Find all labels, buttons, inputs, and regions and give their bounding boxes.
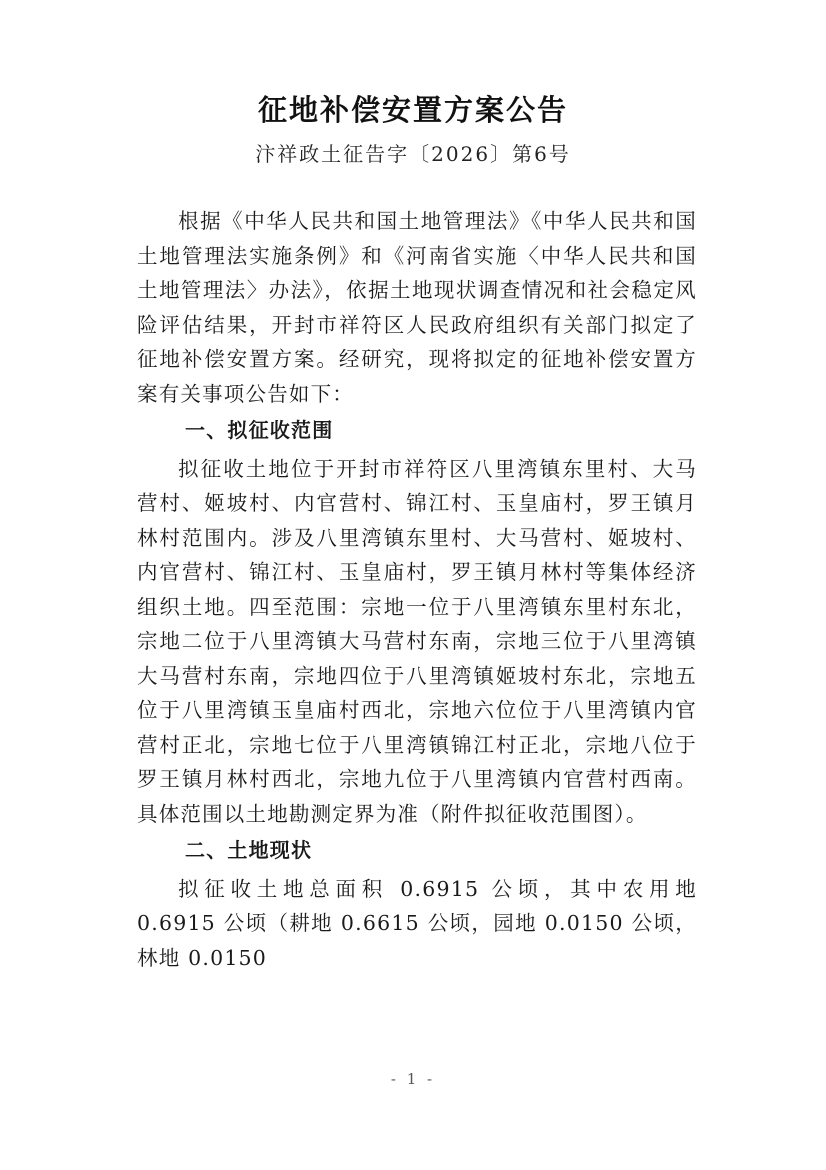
section-heading-land-status: 二、土地现状 (185, 838, 313, 862)
page-number: - 1 - (390, 1070, 436, 1088)
document-number: 汴祥政土征告字〔2026〕第6号 (255, 142, 571, 166)
document-body (137, 204, 697, 975)
intro-paragraph: 根据《中华人民共和国土地管理法》《中华人民共和国土地管理法实施条例》和《河南省实施〈中华人民共和国土地管理法〉办法》，依据土地现状调查情况和社会稳定风险评估结果，开封市祥符区人民政府组织有关部门拟定了征地补偿安置方案。经研究，现将拟定的征地补偿安置方案有关事项公告如下： (137, 209, 697, 406)
section-heading-scope: 一、拟征收范围 (185, 418, 334, 442)
document-title: 征地补偿安置方案公告 (257, 93, 568, 127)
section-text-scope: 拟征收土地位于开封市祥符区八里湾镇东里村、大马营村、姬坡村、内官营村、锦江村、玉皇庙村，罗王镇月林村范围内。涉及八里湾镇东里村、大马营村、姬坡村、内官营村、锦江村、玉皇庙村，罗王镇月林村等集体经济组织土地。四至范围：宗地一位于八里湾镇东里村东北，宗地二位于八里湾镇大马营村东南，宗地三位于八里湾镇大马营村东南，宗地四位于八里湾镇姬坡村东北，宗地五位于八里湾镇玉皇庙村西北，宗地六位位于八里湾镇内官营村正北，宗地七位于八里湾镇锦江村正北，宗地八位于罗王镇月林村西北，宗地九位于八里湾镇内官营村西南。具体范围以土地勘测定界为准（附件拟征收范围图）。 (137, 456, 697, 826)
section-text-land-status: 拟征收土地总面积 0.6915 公顷，其中农用地 0.6915 公顷（耕地 0.6615 公顷，园地 0.0150 公顷，林地 0.0150 (137, 876, 697, 970)
